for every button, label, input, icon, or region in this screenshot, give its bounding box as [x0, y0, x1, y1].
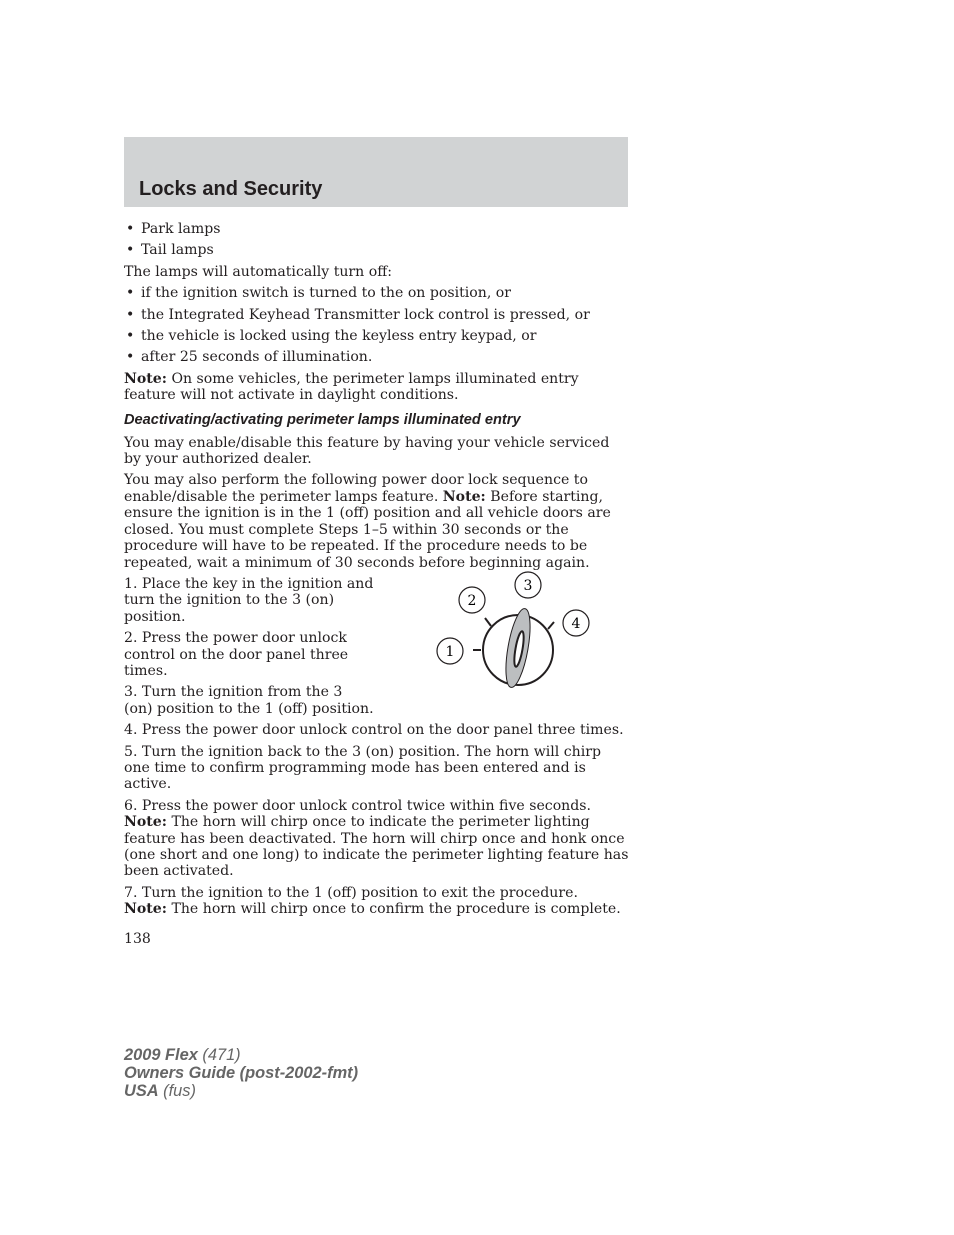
note-paragraph: Note: On some vehicles, the perimeter lamps illuminated entry feature will not activate in daylight conditions. — [124, 370, 579, 404]
list-item: • if the ignition switch is turned to the on position, or — [126, 285, 512, 302]
bullet-icon: • — [126, 285, 135, 302]
bullet-icon: • — [126, 306, 135, 323]
subheading: Deactivating/activating perimeter lamps illuminated entry — [124, 411, 521, 428]
position-label-4: 4 — [571, 615, 581, 632]
footer-line-3: USA (fus) — [124, 1082, 196, 1101]
step-4: 4. Press the power door unlock control on the door panel three times. — [124, 722, 624, 739]
bullet-icon: • — [126, 328, 135, 345]
position-label-2: 2 — [467, 592, 477, 609]
paragraph-sequence: You may also perform the following power door lock sequence to enable/disable the perimeter lamps feature. Note: Before starting, ensure the ignition is in the 1 (off) position and all vehicle doors are closed. You must complete Steps 1–5 within 30 seconds or the procedure will have to be repeated. If the procedure needs to be repeated, wait a minimum of 30 seconds before beginning again. — [124, 472, 611, 571]
list-item: • Park lamps — [126, 221, 221, 237]
list-item: • the Integrated Keyhead Transmitter lock control is pressed, or — [126, 306, 590, 323]
section-header-band — [124, 137, 628, 207]
step-6: 6. Press the power door unlock control twice within five seconds. Note: The horn will chirp once to indicate the perimeter lighting feature has been deactivated. The horn will chirp once and honk once (one short and one long) to indicate the perimeter lighting feature has been activated. — [124, 797, 629, 880]
position-label-3: 3 — [523, 577, 533, 594]
ignition-switch-illustration — [430, 571, 590, 701]
page-number: 138 — [124, 930, 151, 947]
footer-line-2: Owners Guide (post-2002-fmt) — [124, 1064, 359, 1083]
ignition-diagram — [430, 571, 590, 701]
list-item: • Tail lamps — [126, 242, 214, 259]
paragraph-dealer: You may enable/disable this feature by having your vehicle serviced by your authorized dealer. — [124, 434, 610, 468]
note-label: Note: — [124, 370, 167, 387]
section-title: Locks and Security — [139, 178, 323, 200]
note-label: Note: — [124, 901, 167, 918]
tick-position-2 — [485, 618, 491, 626]
position-label-1: 1 — [445, 643, 455, 660]
footer-line-1: 2009 Flex (471) — [124, 1046, 241, 1064]
note-label: Note: — [442, 488, 486, 505]
page-content — [124, 221, 630, 947]
turn-off-intro: The lamps will automatically turn off: — [124, 263, 392, 280]
list-item: • after 25 seconds of illumination. — [126, 349, 373, 366]
note-label: Note: — [124, 814, 167, 831]
steps-with-diagram — [124, 576, 630, 717]
tick-position-3 — [548, 622, 554, 629]
step-7: 7. Turn the ignition to the 1 (off) position to exit the procedure. Note: The horn will chirp once to confirm the procedure is complete. — [124, 884, 621, 918]
bullet-icon: • — [126, 349, 135, 366]
bullet-icon: • — [126, 221, 135, 237]
list-item: • the vehicle is locked using the keyless entry keypad, or — [126, 328, 537, 345]
document-footer — [124, 1046, 358, 1101]
step-2: 2. Press the power door unlock control on the door panel three times. — [124, 630, 349, 679]
step-5: 5. Turn the ignition back to the 3 (on) position. The horn will chirp one time to confirm programming mode has been entered and is active. — [124, 743, 601, 793]
step-1: 1. Place the key in the ignition and turn the ignition to the 3 (on) position. — [124, 575, 374, 625]
bullet-icon: • — [126, 242, 135, 259]
step-3: 3. Turn the ignition from the 3 (on) position to the 1 (off) position. — [124, 684, 374, 717]
